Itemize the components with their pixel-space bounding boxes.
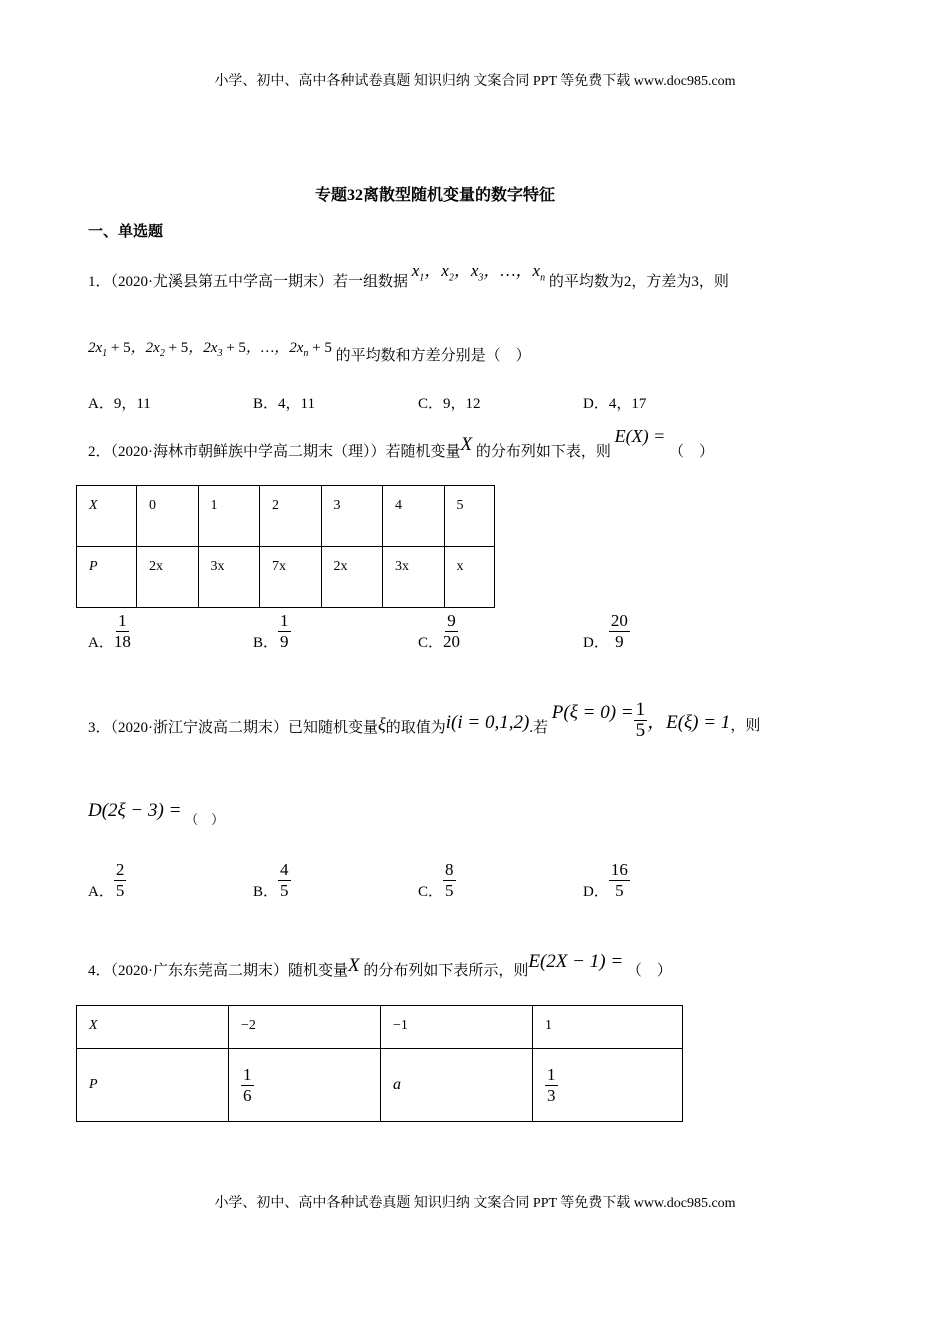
denominator: 9 [615,632,624,651]
q3-text-mid: 的取值为 [385,719,446,736]
q3-expression-values: i(i = 0,1,2) [445,711,530,733]
q2-distribution-table [76,485,495,608]
q2-expression: E(X) = [614,426,666,446]
denominator: 5 [615,881,624,900]
q1-text: 1．（2020·尤溪县第五中学高一期末）若一组数据 [88,274,408,290]
section-heading: 一、单选题 [88,224,164,240]
table-cell: 2x [321,547,383,608]
choice-label: D． [583,634,609,651]
choice-label: C． [418,883,444,900]
q1-question: 的平均数和方差分别是（ ） [335,348,531,364]
q2-var-x: X [460,434,473,455]
q1-text-mid: 的平均数为2，方差为3，则 [548,274,729,290]
denominator: 9 [280,632,289,651]
table-cell: 2 [260,486,322,547]
table-cell: x [444,547,495,608]
choice-label: A． [88,634,114,651]
q3-blank: （ ） [185,812,225,827]
choice-label: C． [418,634,444,651]
q4-table-header-row [77,1006,683,1049]
table-cell: 5 [444,486,495,547]
fraction [634,700,648,741]
q2-line [88,426,715,462]
q3-choice-b[interactable] [253,860,291,901]
denominator: 18 [113,632,131,651]
q1-transformed-list: $2x_1 + 5$，$2x_2 + 5$，$2x_3 + 5$，…，$2x_n + 5$ [88,340,332,359]
denominator: 20 [443,632,461,651]
denominator: 6 [243,1085,252,1105]
numerator: 4 [280,860,289,879]
q2-table-header-row [77,486,495,547]
table-cell: 2x [137,547,199,608]
q1-choice-c[interactable]: C．9，12 [418,396,481,412]
fraction [114,611,131,652]
table-cell: 1 [198,486,260,547]
q4-var-x: X [348,955,360,976]
table-cell: 3x [383,547,445,608]
q2-blank: （ ） [669,444,715,460]
q4-distribution-table [76,1005,683,1122]
q2-choice-c[interactable] [418,611,460,652]
numerator: 9 [447,611,456,630]
denominator: 5 [445,881,454,900]
numerator: 1 [243,1064,252,1084]
fraction [278,860,291,901]
q3-line1 [88,700,760,741]
fraction [545,1065,558,1106]
q1-data-list: $x_1$，$x_2$，$x_3$，…，$x_n$ [411,261,546,284]
table-cell: 0 [137,486,199,547]
q3-line2 [88,800,225,827]
table-cell: 3 [321,486,383,547]
q3-choice-c[interactable] [418,860,456,901]
q1-choice-d[interactable]: D．4，17 [583,396,647,412]
q1-choice-a[interactable]: A．9，11 [88,396,151,412]
q3-text: 3．（2020·浙江宁波高二期末）已知随机变量 [88,719,378,736]
q1-line1 [88,261,729,293]
q4-text: 4．（2020·广东东莞高二期末）随机变量 [88,963,348,979]
numerator: 2 [115,860,125,879]
table-cell: 7x [260,547,322,608]
table-cell: P [77,1049,229,1122]
table-cell [229,1049,381,1122]
table-cell [533,1049,683,1122]
q1-choice-b[interactable]: B．4，11 [253,396,315,412]
denominator: 5 [280,881,289,900]
fraction [114,860,127,901]
choice-label: A． [88,883,114,900]
q4-expression: E(2X − 1) = [528,951,624,972]
q4-line [88,951,672,979]
q4-blank: （ ） [626,963,672,979]
fraction [278,611,291,652]
table-cell: 1 [533,1006,683,1049]
table-cell: 3x [198,547,260,608]
fraction [609,860,630,901]
q3-text-then: ，则 [730,717,761,734]
q3-text-if: .若 [529,719,549,736]
numerator: 16 [610,860,628,879]
table-cell: −2 [229,1006,381,1049]
table-cell: X [77,1006,229,1049]
choice-label: B． [253,883,279,900]
fraction [443,611,460,652]
numerator: 1 [547,1064,556,1084]
table-cell: 4 [383,486,445,547]
page-header: 小学、初中、高中各种试卷真题 知识归纳 文案合同 PPT 等免费下载 www.doc985.com [214,74,736,89]
q2-choice-b[interactable] [253,611,291,652]
table-cell: P [77,547,137,608]
q3-choice-d[interactable] [583,860,630,901]
q4-table-prob-row [77,1049,683,1122]
page-title: 专题32离散型随机变量的数字特征 [314,187,555,204]
q2-table-prob-row [77,547,495,608]
denominator: 3 [547,1085,556,1105]
q2-choice-d[interactable] [583,611,630,652]
numerator: 8 [445,860,454,879]
denominator: 5 [115,881,125,900]
q3-expression-e: ，E(ξ) = 1 [647,711,731,733]
q1-line2 [88,336,531,364]
denominator: 5 [635,720,646,741]
table-cell: a [381,1049,533,1122]
fraction [609,611,630,652]
q4-text-mid: 的分布列如下表所示，则 [363,963,529,979]
numerator: 20 [610,611,628,630]
numerator: 1 [635,699,646,720]
q3-choice-a[interactable] [88,860,126,901]
q2-choice-a[interactable] [88,611,131,652]
choice-label: D． [583,883,609,900]
table-cell: X [77,486,137,547]
page-footer: 小学、初中、高中各种试卷真题 知识归纳 文案合同 PPT 等免费下载 www.doc985.com [214,1196,736,1211]
q2-text-mid: 的分布列如下表，则 [475,444,611,460]
q3-expression-d: D(2ξ − 3) = [88,800,182,821]
table-cell: −1 [381,1006,533,1049]
fraction [241,1065,254,1106]
choice-label: B． [253,634,279,651]
q3-var-xi: ξ [378,713,386,734]
fraction [443,860,456,901]
q3-expression-p0: P(ξ = 0) = [551,701,634,723]
q2-text: 2．（2020·海林市朝鲜族中学高二期末（理））若随机变量 [88,444,461,460]
numerator: 1 [280,611,289,630]
numerator: 1 [118,611,127,630]
